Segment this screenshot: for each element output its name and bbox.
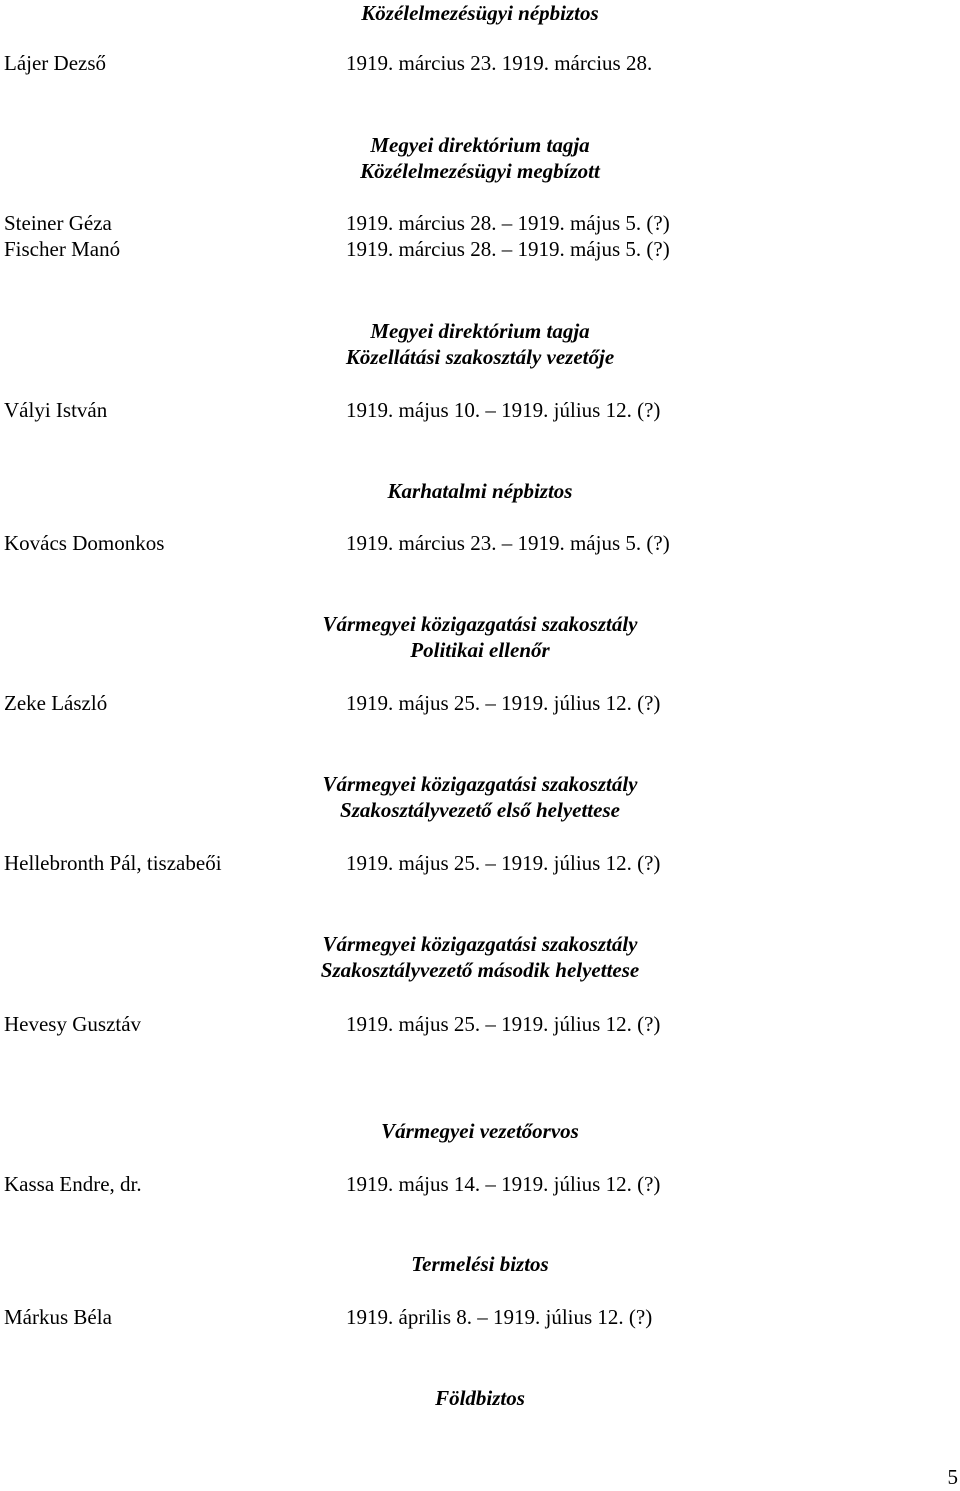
person-name: Márkus Béla [4, 1305, 112, 1329]
term-dates: 1919. március 28. – 1919. május 5. (?) [346, 211, 670, 235]
person-name: Kassa Endre, dr. [4, 1172, 142, 1196]
section-heading: Közélelmezésügyi népbiztos [361, 1, 599, 25]
section-subheading: Közellátási szakosztály vezetője [345, 345, 615, 369]
term-dates: 1919. május 25. – 1919. július 12. (?) [346, 851, 661, 875]
person-name: Kovács Domonkos [4, 531, 165, 555]
term-dates: 1919. május 25. – 1919. július 12. (?) [346, 1012, 661, 1036]
term-dates: 1919. május 10. – 1919. július 12. (?) [346, 398, 661, 422]
person-name: Hellebronth Pál, tiszabeői [4, 851, 222, 875]
term-dates: 1919. április 8. – 1919. július 12. (?) [346, 1305, 653, 1329]
person-name: Vályi István [4, 398, 108, 422]
section-heading: Vármegyei közigazgatási szakosztály [322, 932, 638, 956]
section-subheading: Szakosztályvezető második helyettese [320, 958, 640, 982]
person-name: Hevesy Gusztáv [4, 1012, 142, 1036]
term-dates: 1919. május 25. – 1919. július 12. (?) [346, 691, 661, 715]
person-name: Steiner Géza [4, 211, 112, 235]
person-name: Zeke László [4, 691, 108, 715]
section-heading: Vármegyei vezetőorvos [381, 1119, 579, 1143]
term-dates: 1919. május 14. – 1919. július 12. (?) [346, 1172, 661, 1196]
section-heading: Vármegyei közigazgatási szakosztály [322, 772, 638, 796]
person-name: Fischer Manó [4, 237, 121, 261]
section-heading: Vármegyei közigazgatási szakosztály [322, 612, 638, 636]
section-heading: Megyei direktórium tagja [370, 319, 590, 343]
person-name: Lájer Dezső [4, 51, 107, 75]
section-heading: Karhatalmi népbiztos [387, 479, 573, 503]
page-number: 5 [947, 1465, 958, 1489]
term-dates: 1919. március 23. – 1919. május 5. (?) [346, 531, 670, 555]
term-dates: 1919. március 23. 1919. március 28. [346, 51, 653, 75]
term-dates: 1919. március 28. – 1919. május 5. (?) [346, 237, 670, 261]
section-heading: Megyei direktórium tagja [370, 133, 590, 157]
section-subheading: Közélelmezésügyi megbízott [360, 159, 600, 183]
section-heading: Földbiztos [435, 1386, 525, 1410]
section-heading: Termelési biztos [411, 1252, 549, 1276]
section-subheading: Szakosztályvezető első helyettese [340, 798, 620, 822]
section-subheading: Politikai ellenőr [410, 638, 550, 662]
